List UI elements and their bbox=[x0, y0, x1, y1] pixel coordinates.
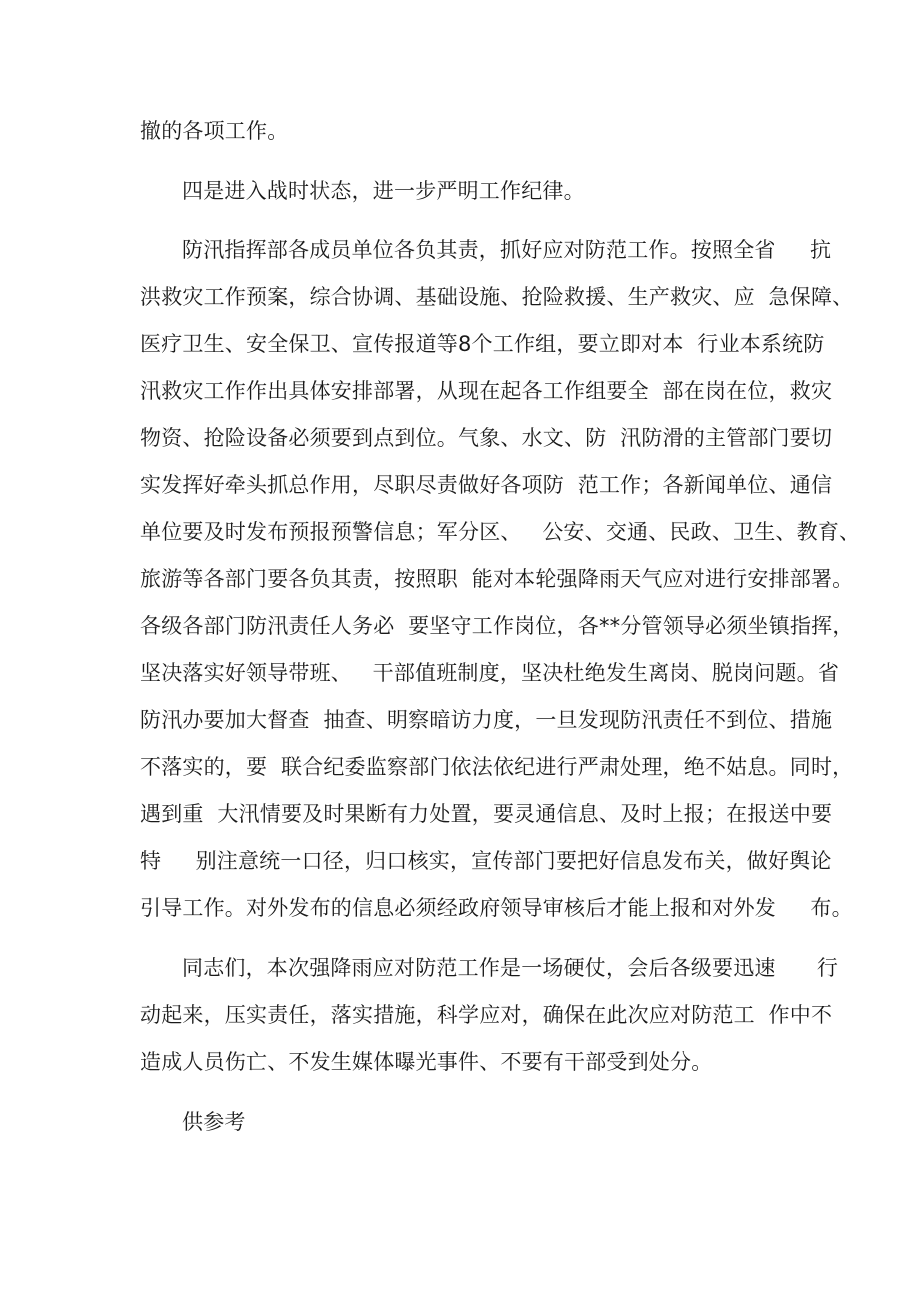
closing-note: 供参考 bbox=[182, 1110, 246, 1134]
text-line: 遇到重 大汛情要及时果断有力处置，要灵通信息、及时上报；在报送中要 bbox=[140, 802, 833, 826]
section-heading: 四是进入战时状态，进一步严明工作纪律。 bbox=[182, 179, 585, 203]
text-line: 汛救灾工作作出具体安排部署，从现在起各工作组要全 部在岗在位，救灾 bbox=[140, 379, 833, 403]
text-line: 洪救灾工作预案，综合协调、基础设施、抢险救援、生产救灾、应 急保障、 bbox=[140, 285, 854, 309]
text-line: 动起来，压实责任，落实措施，科学应对，确保在此次应对防范工 作中不 bbox=[140, 1003, 833, 1027]
text-line: 引导工作。对外发布的信息必须经政府领导审核后才能上报和对外发 布。 bbox=[140, 896, 853, 920]
text-line: 医疗卫生、安全保卫、宣传报道等8个工作组，要立即对本 行业本系统防 bbox=[140, 332, 825, 356]
text-line: 防汛办要加大督查 抽查、明察暗访力度，一旦发现防汛责任不到位、措施 bbox=[140, 708, 833, 732]
text-line: 各级各部门防汛责任人务必 要坚守工作岗位，各**分管领导必须坐镇指挥， bbox=[140, 614, 854, 638]
text-line: 特 别注意统一口径，归口核实，宣传部门要把好信息发布关，做好舆论 bbox=[140, 849, 832, 873]
text-line: 造成人员伤亡、不发生媒体曝光事件、不要有干部受到处分。 bbox=[140, 1050, 713, 1074]
text-line: 物资、抢险设备必须要到点到位。气象、水文、防 汛防滑的主管部门要切 bbox=[140, 426, 833, 450]
text-line: 旅游等各部门要各负其责，按照职 能对本轮强降雨天气应对进行安排部署。 bbox=[140, 567, 854, 591]
text-line: 撤的各项工作。 bbox=[140, 119, 289, 143]
text-line: 单位要及时发布预报预警信息；军分区、 公安、交通、民政、卫生、教育、 bbox=[140, 520, 861, 544]
text-line: 不落实的，要 联合纪委监察部门依法依纪进行严肃处理，绝不姑息。同时， bbox=[140, 755, 854, 779]
text-line: 实发挥好牵头抓总作用，尽职尽责做好各项防 范工作；各新闻单位、通信 bbox=[140, 473, 833, 497]
text-line: 坚决落实好领导带班、 干部值班制度，坚决杜绝发生离岗、脱岗问题。省 bbox=[140, 661, 840, 685]
text-line: 同志们，本次强降雨应对防范工作是一场硬仗，会后各级要迅速 行 bbox=[182, 956, 839, 980]
text-line: 防汛指挥部各成员单位各负其责，抓好应对防范工作。按照全省 抗 bbox=[182, 238, 832, 262]
